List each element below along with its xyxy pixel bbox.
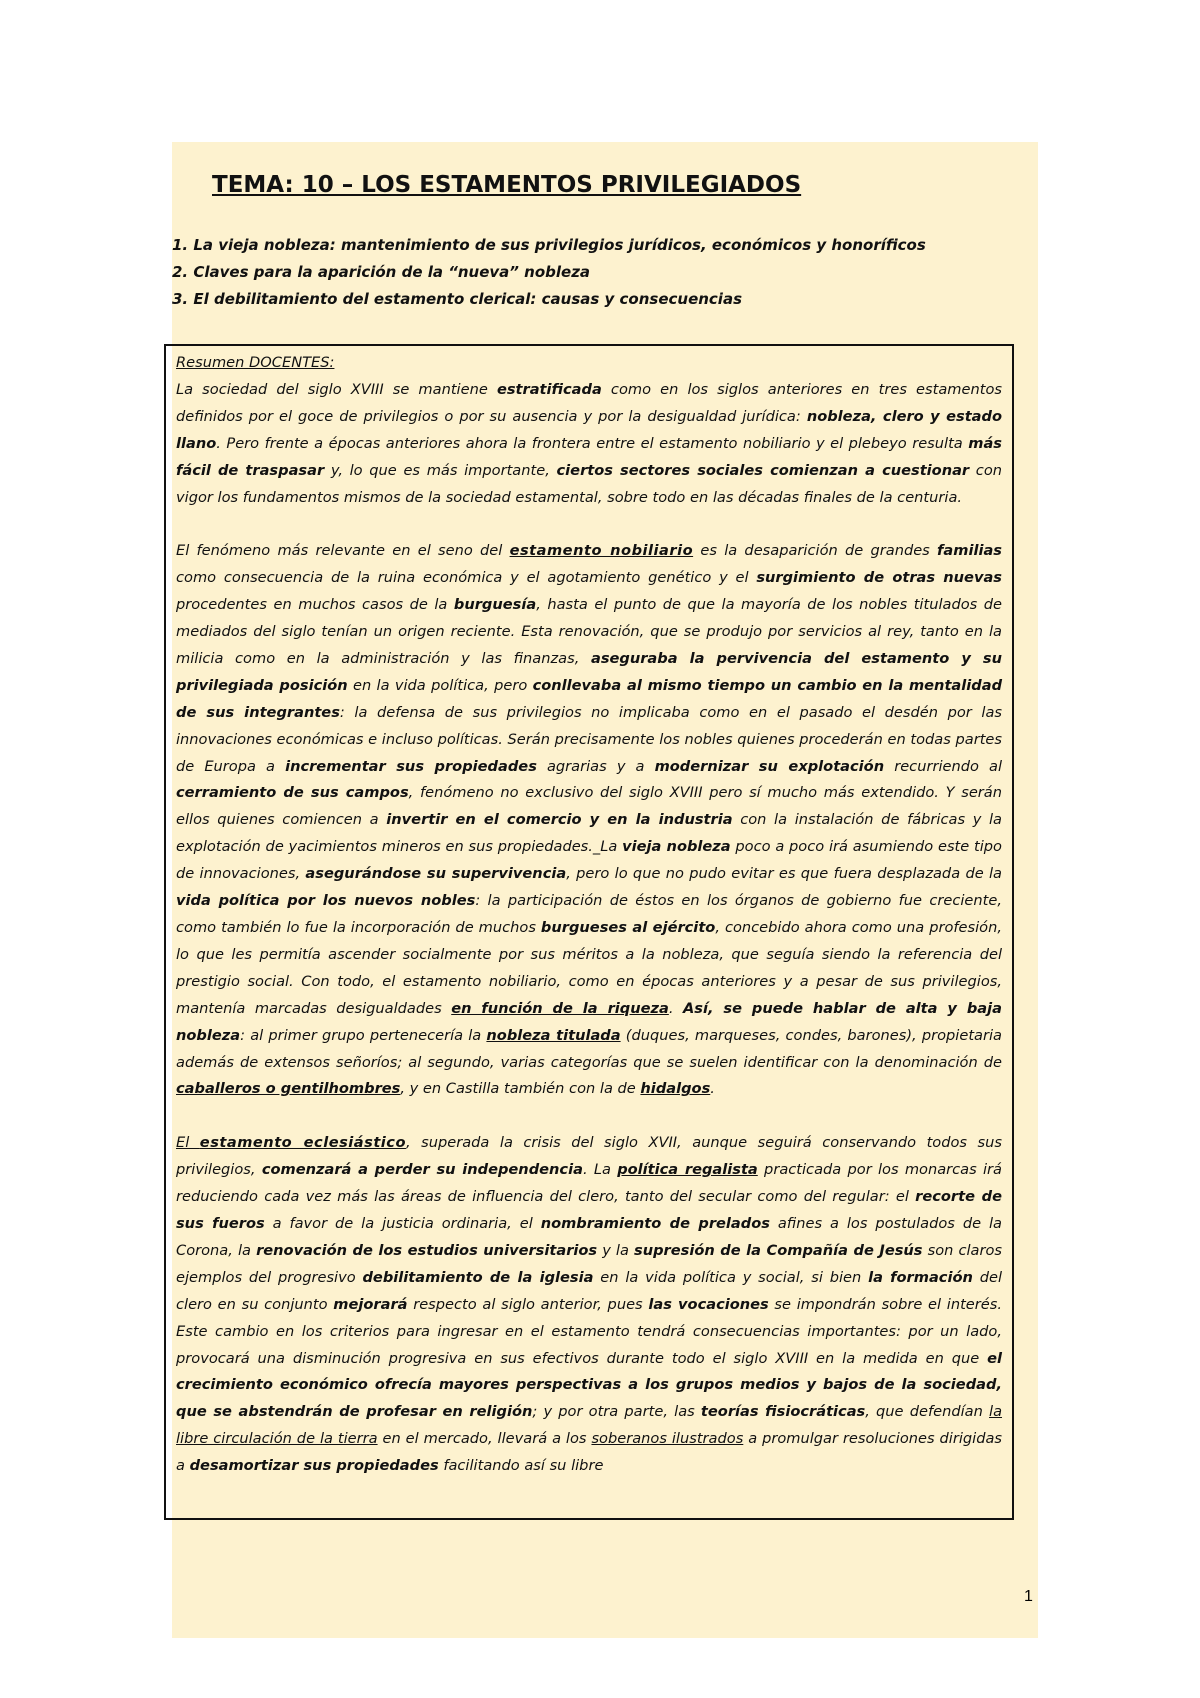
bold-run: invertir en el comercio y en la industria: [386, 811, 733, 829]
text-run: (duques, marqueses, condes, barones), propietaria además de extensos señoríos; al segundo, varias categorías que se suelen identificar con la denominación de: [176, 1026, 1002, 1071]
summary-heading: Resumen DOCENTES:: [176, 354, 335, 371]
text-run: El: [176, 1134, 200, 1152]
text-run: , que defendían: [865, 1403, 990, 1421]
bold-run: aseguraba la pervivencia del estamento y su privilegiada posición: [176, 649, 1003, 694]
text-run: en el mercado, llevará a los: [377, 1430, 592, 1448]
text-run: se impondrán sobre el interés. Este cambio en los criterios para ingresar en el estamento tendrá consecuencias importantes: por un lado, provocará una disminución progresiva en sus efectivos durante todo el siglo XVIII en la medida en que: [176, 1295, 1002, 1367]
text-run: , fenómeno no exclusivo del siglo XVIII pero sí mucho más extendido. Y serán ellos quienes comiencen a: [176, 784, 1002, 829]
summary-paragraph-1: [176, 377, 1002, 512]
bold-run: Así, se puede hablar de alta y baja nobleza: [176, 999, 1003, 1044]
text-run: con la instalación de fábricas y la explotación de yacimientos mineros en sus propiedades._La: [176, 811, 1002, 856]
outline-item: 2. Claves para la aparición de la “nueva” nobleza: [172, 263, 591, 281]
section-keyword: estamento eclesiástico: [199, 1134, 406, 1152]
text-run: a favor de la justicia ordinaria, el: [264, 1214, 541, 1232]
text-run: y la: [597, 1241, 635, 1259]
text-run: ; y por otra parte, las: [532, 1403, 701, 1421]
text-run: del clero en su conjunto: [176, 1268, 1003, 1313]
section-keyword: estamento nobiliario: [509, 542, 694, 560]
bold-run: teorías fisiocráticas: [700, 1403, 866, 1421]
bold-run: asegurándose su supervivencia: [305, 865, 567, 883]
bold-run: recorte de sus fueros: [176, 1188, 1002, 1232]
text-run: . Pero frente a épocas anteriores ahora la frontera entre el estamento nobiliario y el plebeyo resulta: [216, 434, 969, 452]
bold-run: mejorará: [333, 1295, 408, 1313]
text-run: : la participación de éstos en los órganos de gobierno fue creciente, como también lo fue la incorporación de muchos: [176, 892, 1002, 937]
text-run: en la vida política, pero: [347, 676, 533, 694]
bold-run: vida política por los nuevos nobles: [176, 892, 476, 910]
text-run: son claros ejemplos del progresivo: [176, 1241, 1003, 1286]
text-run: facilitando así su libre: [438, 1457, 604, 1475]
text-run: : la defensa de sus privilegios no implicaba como en el pasado el desdén por las innovaciones económicas e incluso políticas. Serán precisamente los nobles quienes procederán en todas partes de Europa a: [176, 703, 1002, 775]
underlined-run: caballeros o gentilhombres: [176, 1080, 401, 1098]
page-number: 1: [1024, 1588, 1033, 1605]
bold-run: burguesía: [453, 596, 537, 614]
text-run: .: [710, 1080, 715, 1098]
bold-run: nombramiento de prelados: [540, 1214, 770, 1232]
bold-run: más fácil de traspasar: [176, 434, 1002, 479]
text-run: . La: [582, 1161, 618, 1179]
text-run: a promulgar resoluciones dirigidas a: [176, 1430, 1003, 1475]
underlined-run: nobleza titulada: [486, 1026, 621, 1044]
text-run: con vigor los fundamentos mismos de la sociedad estamental, sobre todo en las décadas finales de la centuria.: [176, 461, 1003, 506]
summary-box: [164, 344, 1014, 1520]
bold-run: debilitamiento de la iglesia: [362, 1268, 594, 1286]
bold-run: nobleza, clero y estado llano: [176, 407, 1002, 452]
outline-item: 1. La vieja nobleza: mantenimiento de sus privilegios jurídicos, económicos y honoríficos: [172, 236, 926, 254]
text-run: , hasta el punto de que la mayoría de los nobles titulados de mediados del siglo tenían un origen reciente. Esta renovación, que se produjo por servicios al rey, tanto en la milicia como en la administración y las finanzas,: [176, 596, 1002, 667]
bold-run: comenzará a perder su independencia: [261, 1161, 583, 1179]
text-run: , concebido ahora como una profesión, lo que les permitía ascender socialmente por sus méritos a la nobleza, que seguía siendo la referencia del prestigio social. Con todo, el estamento nobiliario, como en épocas anteriores y a pesar de sus privilegios, mantenía marcadas desigualdades: [176, 919, 1002, 1017]
bold-run: ciertos sectores sociales comienzan a cuestionar: [556, 461, 970, 479]
text-run: como consecuencia de la ruina económica y el agotamiento genético y el: [176, 569, 757, 587]
text-run: El fenómeno más relevante en el seno del: [176, 542, 510, 560]
bold-run: vieja nobleza: [622, 838, 731, 856]
text-run: como en los siglos anteriores en tres estamentos definidos por el goce de privilegios o por su ausencia y por la desigualdad jurídica:: [176, 380, 1002, 425]
outline-item: 3. El debilitamiento del estamento clerical: causas y consecuencias: [172, 290, 742, 308]
bold-run: las vocaciones: [648, 1295, 769, 1313]
underlined-run: política regalista: [617, 1161, 758, 1179]
underlined-run: soberanos ilustrados: [591, 1430, 744, 1448]
text-run: afines a los postulados de la Corona, la: [176, 1214, 1002, 1259]
bold-run: estratificada: [496, 380, 602, 398]
bold-run: desamortizar sus propiedades: [189, 1457, 439, 1475]
text-run: : al primer grupo pertenecería la: [240, 1026, 487, 1044]
bold-run: supresión de la Compañía de Jesús: [634, 1241, 923, 1259]
text-run: y, lo que es más importante,: [324, 461, 557, 479]
underlined-run: hidalgos: [640, 1080, 711, 1098]
bold-run: renovación de los estudios universitarios: [256, 1241, 598, 1259]
text-run: .: [668, 999, 683, 1017]
text-run: recurriendo al: [884, 757, 1003, 775]
text-run: practicada por los monarcas irá reduciendo cada vez más las áreas de influencia del clero, tanto del secular como del regular: el: [176, 1161, 1003, 1206]
text-run: , superada la crisis del siglo XVII, aunque seguirá conservando todos sus privilegios,: [176, 1134, 1002, 1179]
text-run: poco a poco irá asumiendo este tipo de innovaciones,: [176, 838, 1002, 883]
text-run: en la vida política y social, si bien: [593, 1268, 869, 1286]
bold-run: modernizar su explotación: [654, 757, 885, 775]
summary-paragraph-3: [176, 1130, 1002, 1480]
underlined-run: en función de la riqueza: [451, 999, 669, 1017]
topic-outline: [172, 232, 992, 313]
text-run: respecto al siglo anterior, pues: [407, 1295, 649, 1313]
text-run: La sociedad del siglo XVIII se mantiene: [176, 380, 497, 398]
bold-run: cerramiento de sus campos: [176, 784, 409, 802]
text-run: es la desaparición de grandes: [693, 542, 938, 560]
bold-run: familias: [937, 542, 1002, 560]
page-title: TEMA: 10 – LOS ESTAMENTOS PRIVILEGIADOS: [212, 172, 802, 198]
text-run: agrarias y a: [536, 757, 655, 775]
text-run: , pero lo que no pudo evitar es que fuera desplazada de la: [566, 865, 1002, 883]
text-run: , y en Castilla también con la de: [400, 1080, 641, 1098]
bold-run: conllevaba al mismo tiempo un cambio en la mentalidad de sus integrantes: [176, 676, 1003, 721]
summary-paragraph-2: [176, 538, 1002, 1103]
bold-run: el crecimiento económico ofrecía mayores perspectivas a los grupos medios y bajos de la sociedad, que se abstendrán de profesar en religión: [176, 1349, 1002, 1421]
bold-run: incrementar sus propiedades: [285, 757, 537, 775]
text-run: procedentes en muchos casos de la: [176, 596, 454, 614]
bold-run: burgueses al ejército: [540, 919, 716, 937]
underlined-run: la libre circulación de la tierra: [176, 1403, 1003, 1448]
bold-run: la formación: [868, 1268, 973, 1286]
bold-run: surgimiento de otras nuevas: [756, 569, 1002, 587]
